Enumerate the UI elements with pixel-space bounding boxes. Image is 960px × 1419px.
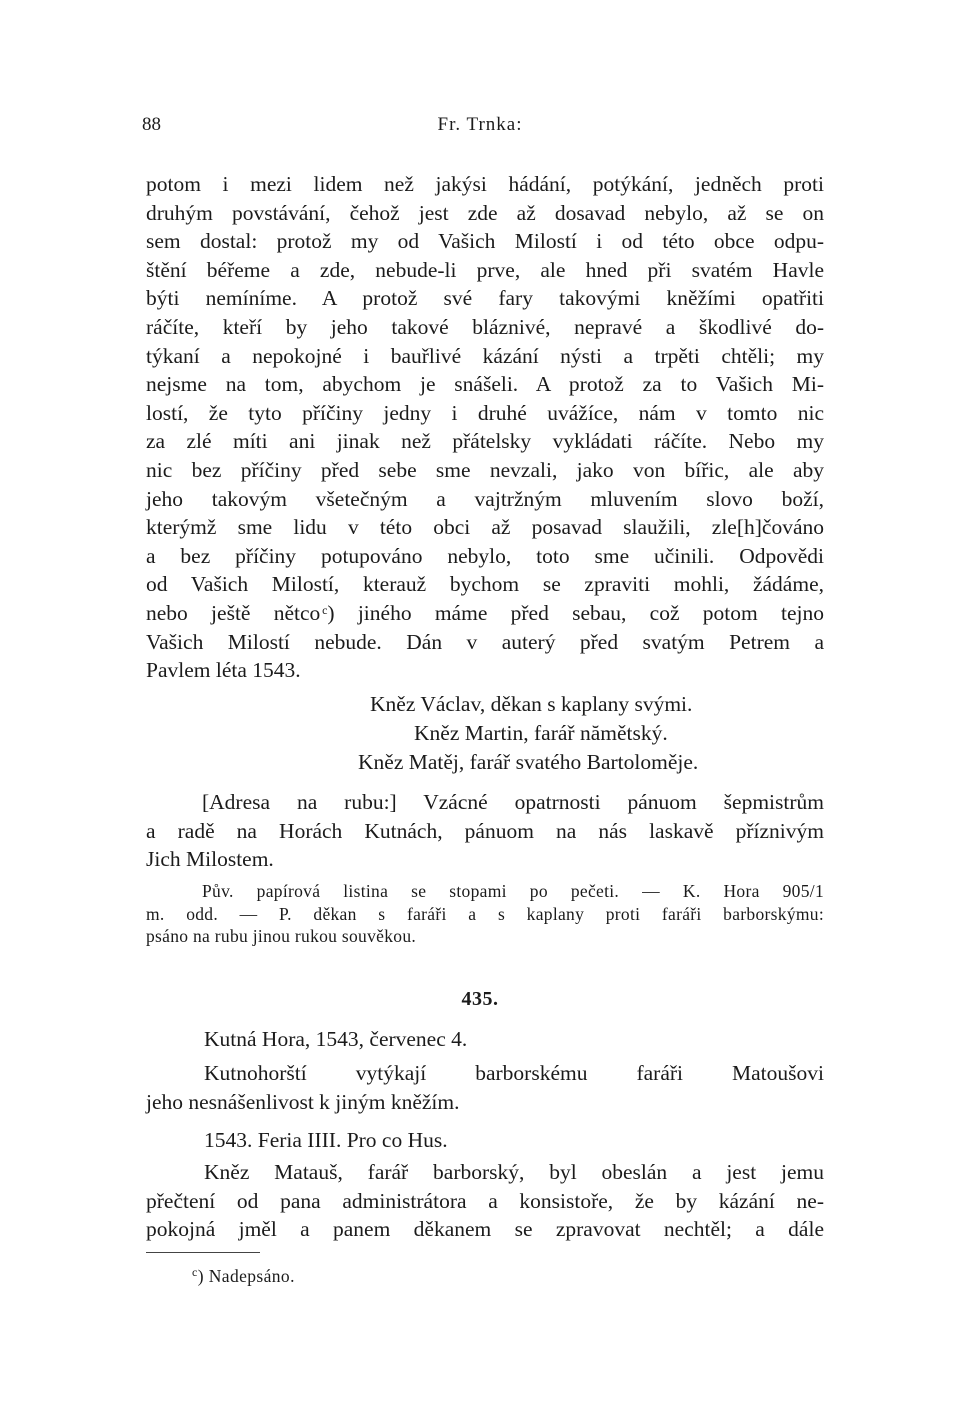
note-line: m. odd. — P. děkan s faráři a s kaplany proti faráři barborskýmu: — [146, 903, 824, 924]
document-text — [146, 1158, 824, 1244]
summary-paragraph — [146, 1059, 824, 1116]
footnote — [192, 1266, 295, 1287]
text-line: potom i mezi lidem než jakýsi hádání, potýkání, jedněch proti — [146, 172, 824, 196]
text-line: za zlé míti ani jinak než přátelsky vykládati ráčíte. Nebo my — [146, 429, 824, 454]
note-line: Pův. papírová listina se stopami po pečeti. — K. Hora 905/1 — [202, 881, 824, 901]
text-fragment: nebo ještě nětco — [146, 600, 321, 625]
text-line: býti nemíníme. A protož své fary takovými kněžími opatřiti — [146, 286, 824, 311]
signature-line: Kněz Matěj, farář svatého Bartoloměje. — [358, 750, 699, 774]
text-line: a radě na Horách Kutnách, pánuom na nás laskavě příznivým — [146, 818, 824, 843]
address-paragraph — [146, 788, 824, 874]
text-line: jeho takovým všetečným a vajtržným mluvením slovo boží, — [146, 486, 824, 511]
text-line: Pavlem léta 1543. — [146, 658, 301, 683]
footnote-divider — [146, 1252, 260, 1253]
document-paragraph — [146, 1158, 824, 1244]
summary — [146, 1059, 824, 1116]
signature-line: Kněz Václav, děkan s kaplany svými. — [370, 692, 693, 716]
text-line: Kutnohorští vytýkají barborskému faráři Matoušovi — [204, 1061, 824, 1085]
text-line: lostí, že tyto příčiny jedny i druhé uvážíce, nám v tomto nic — [146, 400, 824, 425]
text-line: jeho nesnášenlivost k jiným kněžím. — [146, 1089, 460, 1114]
text-line: ráčíte, kteří by jeho takové bláznivé, nepravé a škodlivé do- — [146, 314, 824, 339]
signature-line: Kněz Martin, farář nămětský. — [414, 721, 668, 745]
footnote-text: ) Nadepsáno. — [197, 1266, 295, 1286]
text-line: štění béřeme a zde, nebude-li prve, ale hned při svatém Havle — [146, 257, 824, 282]
footnote-ref: c — [322, 602, 328, 617]
text-line: přečtení od pana administrátora a konsistoře, že by kázání ne- — [146, 1188, 824, 1213]
text-line: Kněz Matauš, farář barborský, byl obeslán a jest jemu — [204, 1160, 824, 1184]
text-line: Vašich Milostí nebude. Dán v auterý před svatým Petrem a — [146, 629, 824, 654]
text-line: pokojná jměl a panem děkanem se zpravovat nechtěl; a dále — [146, 1217, 824, 1242]
address-block — [146, 788, 824, 874]
place-date: Kutná Hora, 1543, červenec 4. — [204, 1027, 468, 1051]
text-line: nejsme na tom, abychom je snášeli. A protož za to Vašich Mi- — [146, 372, 824, 397]
text-fragment: ) jiného máme před sebau, což potom tejno — [327, 600, 824, 625]
document-number: 435. — [461, 988, 499, 1010]
text-line-with-footnote-ref — [146, 599, 824, 628]
text-line: kterýmž sme lidu v této obci až posavad slaužili, zle[h]čováno — [146, 515, 824, 540]
running-title: Fr. Trnka: — [437, 114, 523, 135]
text-line: druhým povstávání, čehož jest zde až dosavad nebylo, až se on — [146, 200, 824, 225]
page-number: 88 — [142, 114, 161, 135]
text-line: sem dostal: protož my od Vašich Milostí i od této obce odpu- — [146, 229, 824, 254]
note-line: psáno na rubu jinou rukou souvěkou. — [146, 926, 417, 946]
dateline: 1543. Feria IIII. Pro co Hus. — [204, 1128, 448, 1152]
text-line: a bez příčiny potupováno nebylo, toto sme učinili. Odpovědi — [146, 543, 824, 568]
page-header — [142, 114, 818, 144]
text-line: týkaní a nepokojné i bauřlivé kázání nýsti a trpěti chtěli; my — [146, 343, 824, 368]
letter-paragraph — [146, 170, 824, 685]
text-line: [Adresa na rubu:] Vzácné opatrnosti pánuom šepmistrům — [202, 790, 824, 814]
letter-body — [146, 170, 824, 685]
text-line: nic bez příčiny před sebe sme nevzali, jako von bířic, ale aby — [146, 457, 824, 482]
text-line: Jich Milostem. — [146, 847, 274, 872]
footnote-mark: c — [192, 1265, 198, 1279]
text-line: od Vašich Milostí, kterauž bychom se zpraviti mohli, žádáme, — [146, 572, 824, 597]
source-note — [146, 880, 824, 948]
